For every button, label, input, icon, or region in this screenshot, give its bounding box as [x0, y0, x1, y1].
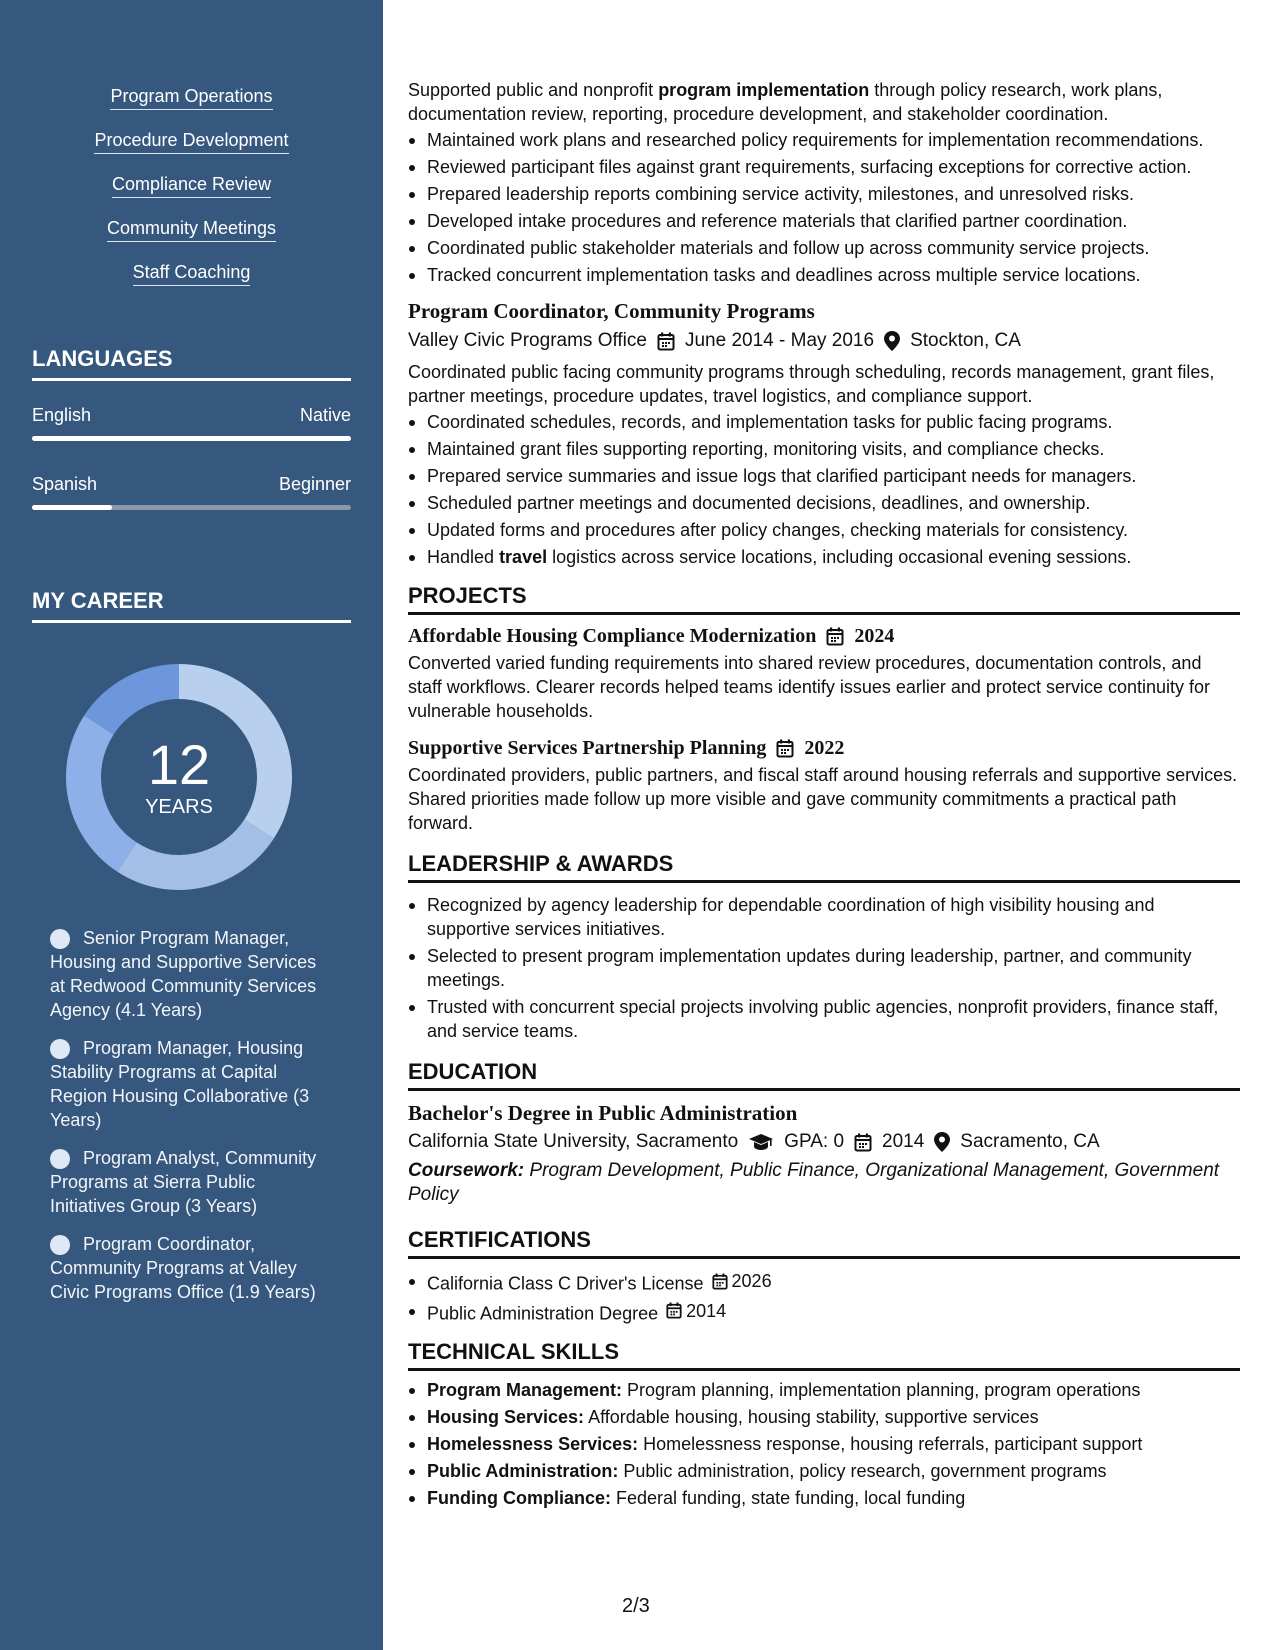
list-item	[408, 1432, 1240, 1456]
sidebar	[0, 0, 383, 1650]
skill-value: Federal funding, state funding, local funding	[611, 1488, 966, 1508]
certification-name: Public Administration Degree	[427, 1303, 659, 1323]
languages-heading: LANGUAGES	[32, 346, 351, 381]
technical-skills-heading: TECHNICAL SKILLS	[408, 1339, 1240, 1371]
list-item: Prepared leadership reports combining service activity, milestones, and unresolved risks.	[408, 182, 1240, 206]
career-item-text: Senior Program Manager, Housing and Supportive Services at Redwood Community Services Agency (4.1 Years)	[50, 928, 317, 1020]
skill-link[interactable]: Community Meetings	[107, 218, 276, 242]
bullet-text: Handled	[427, 547, 500, 567]
list-item	[408, 1405, 1240, 1429]
language-level: Native	[299, 405, 351, 425]
list-item: Prepared service summaries and issue logs that clarified participant needs for managers.	[408, 464, 1240, 488]
school-location: Sacramento, CA	[960, 1131, 1100, 1152]
project-year: 2024	[854, 625, 895, 647]
leadership-heading: LEADERSHIP & AWARDS	[408, 851, 1240, 883]
skill-link[interactable]: Compliance Review	[112, 174, 271, 198]
certification-year: 2014	[686, 1300, 727, 1321]
certification-year: 2026	[731, 1271, 772, 1291]
job-company: Valley Civic Programs Office	[408, 330, 647, 351]
career-item	[50, 1232, 330, 1304]
calendar-icon	[776, 739, 794, 758]
leadership-list	[408, 893, 1240, 1043]
list-item: Selected to present program implementation updates during leadership, partner, and community meetings.	[408, 944, 1240, 992]
calendar-icon	[657, 332, 675, 351]
job-meta	[408, 328, 1240, 354]
skill-value: Public administration, policy research, government programs	[618, 1461, 1107, 1481]
career-list	[50, 926, 330, 1318]
language-bar-fill	[32, 436, 351, 441]
list-item: Trusted with concurrent special projects involving public agencies, nonprofit providers, finance staff, and service teams.	[408, 995, 1240, 1043]
page-number: 2/3	[622, 1595, 650, 1617]
list-item	[408, 1269, 1240, 1296]
project-description: Coordinated providers, public partners, and fiscal staff around housing referrals and supportive services. Shared priorities made follow up more visible and gave community commitments a practical path forward.	[408, 765, 1238, 833]
certification-name: California Class C Driver's License	[427, 1273, 704, 1294]
technical-skills-list	[408, 1378, 1240, 1510]
location-pin-icon	[934, 1132, 950, 1152]
list-item	[408, 1378, 1240, 1402]
project-title-row	[408, 735, 1240, 761]
intro-summary	[408, 78, 1240, 126]
list-item: Scheduled partner meetings and documented decisions, deadlines, and ownership.	[408, 491, 1240, 515]
job-bullets	[408, 410, 1240, 569]
calendar-icon	[712, 1273, 728, 1290]
list-item: Tracked concurrent implementation tasks and deadlines across multiple service locations.	[408, 263, 1240, 287]
skill-label: Housing Services:	[427, 1407, 585, 1427]
language-bar	[32, 505, 351, 510]
career-item	[50, 1036, 330, 1132]
career-item	[50, 1146, 330, 1218]
career-years-number: 12	[147, 732, 211, 796]
career-dot-icon	[50, 1149, 70, 1169]
list-item	[408, 1459, 1240, 1483]
job-summary: Coordinated public facing community programs through scheduling, records management, grant files, partner meetings, procedure updates, travel logistics, and compliance support.	[408, 362, 1215, 406]
job-location: Stockton, CA	[910, 330, 1021, 351]
career-dot-icon	[50, 1235, 70, 1255]
language-name: Spanish	[32, 474, 98, 494]
language-bar-fill	[32, 505, 112, 510]
job-title: Program Coordinator, Community Programs	[408, 299, 815, 323]
certifications-heading: CERTIFICATIONS	[408, 1227, 1240, 1259]
graduation-cap-icon	[748, 1133, 774, 1151]
intro-bold: program implementation	[658, 80, 870, 100]
list-item: Maintained work plans and researched policy requirements for implementation recommendations.	[408, 128, 1240, 152]
career-item-text: Program Manager, Housing Stability Programs at Capital Region Housing Collaborative (3 Years)	[50, 1038, 310, 1130]
skill-link[interactable]: Procedure Development	[94, 130, 288, 154]
location-pin-icon	[884, 331, 900, 351]
language-english	[32, 404, 351, 441]
career-dot-icon	[50, 1039, 70, 1059]
bullet-text: logistics across service locations, including occasional evening sessions.	[547, 547, 1132, 567]
career-item-text: Program Analyst, Community Programs at Sierra Public Initiatives Group (3 Years)	[50, 1148, 317, 1216]
coursework-text: Program Development, Public Finance, Organizational Management, Government Policy	[408, 1160, 1220, 1205]
skill-value: Affordable housing, housing stability, supportive services	[584, 1407, 1039, 1427]
degree-title: Bachelor's Degree in Public Administration	[408, 1101, 798, 1125]
certifications-list	[408, 1269, 1240, 1325]
project-title: Supportive Services Partnership Planning	[408, 737, 767, 759]
project-year: 2022	[804, 737, 845, 759]
skill-link[interactable]: Program Operations	[110, 86, 272, 110]
career-item	[50, 926, 330, 1022]
bullet-bold: travel	[499, 547, 548, 567]
project-title-row	[408, 623, 1240, 649]
skill-value: Homelessness response, housing referrals, participant support	[638, 1434, 1143, 1454]
list-item: Updated forms and procedures after policy changes, checking materials for consistency.	[408, 518, 1240, 542]
career-item-text: Program Coordinator, Community Programs at Valley Civic Programs Office (1.9 Years)	[50, 1234, 316, 1302]
graduation-year: 2014	[882, 1131, 925, 1152]
list-item: Coordinated schedules, records, and implementation tasks for public facing programs.	[408, 410, 1240, 434]
career-donut-center	[66, 664, 292, 890]
language-name: English	[32, 405, 92, 425]
education-meta	[408, 1129, 1240, 1155]
calendar-icon	[826, 627, 844, 646]
gpa: GPA: 0	[784, 1131, 845, 1152]
language-spanish	[32, 473, 351, 510]
skill-label: Public Administration:	[427, 1461, 619, 1481]
career-donut	[66, 664, 292, 890]
project-title: Affordable Housing Compliance Modernization	[408, 625, 817, 647]
skill-links	[0, 86, 383, 306]
education-heading: EDUCATION	[408, 1059, 1240, 1091]
skill-label: Program Management:	[427, 1380, 623, 1400]
career-heading: MY CAREER	[32, 588, 351, 623]
intro-text: Supported public and nonprofit	[408, 80, 659, 100]
list-item: Recognized by agency leadership for dependable coordination of high visibility housing and supportive services initiatives.	[408, 893, 1240, 941]
job-dates: June 2014 - May 2016	[684, 330, 875, 351]
skill-value: Program planning, implementation planning, program operations	[622, 1380, 1141, 1400]
list-item	[408, 545, 1240, 569]
calendar-icon	[666, 1302, 682, 1319]
skill-label: Homelessness Services:	[427, 1434, 639, 1454]
list-item	[408, 1299, 1240, 1326]
coursework-label: Coursework:	[408, 1160, 525, 1181]
intro-text: through policy research, work plans, documentation review, reporting, procedure development, and stakeholder coordination.	[408, 80, 1163, 124]
list-item: Reviewed participant files against grant requirements, surfacing exceptions for corrective action.	[408, 155, 1240, 179]
projects-heading: PROJECTS	[408, 583, 1240, 615]
language-bar	[32, 436, 351, 441]
career-years-unit: YEARS	[145, 795, 213, 818]
main-content	[408, 78, 1240, 1513]
career-dot-icon	[50, 929, 70, 949]
project-description: Converted varied funding requirements into shared review procedures, documentation controls, and staff workflows. Clearer records helped teams identify issues earlier and protect service continuity for vulnerable households.	[408, 653, 1211, 721]
school-name: California State University, Sacramento	[408, 1131, 739, 1152]
skill-label: Funding Compliance:	[427, 1488, 611, 1508]
intro-bullets	[408, 128, 1240, 287]
list-item: Developed intake procedures and reference materials that clarified partner coordination.	[408, 209, 1240, 233]
list-item	[408, 1486, 1240, 1510]
list-item: Maintained grant files supporting reporting, monitoring visits, and compliance checks.	[408, 437, 1240, 461]
skill-link[interactable]: Staff Coaching	[133, 262, 251, 286]
calendar-icon	[854, 1133, 872, 1152]
list-item: Coordinated public stakeholder materials and follow up across community service projects.	[408, 236, 1240, 260]
language-level: Beginner	[278, 474, 351, 494]
coursework	[408, 1159, 1240, 1207]
